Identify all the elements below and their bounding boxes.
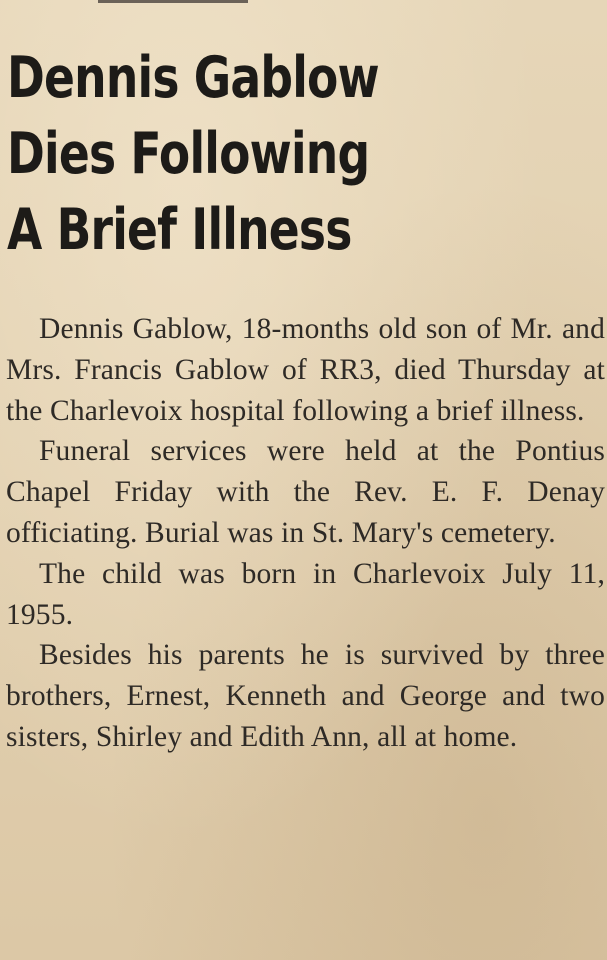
article-paragraph-2: Funeral services were held at the Pontius Chapel Friday with the Rev. E. F. Denay officiating. Burial was in St. Mary's cemetery. — [6, 435, 605, 549]
article-paragraph-4: Besides his parents he is survived by three brothers, Ernest, Kenneth and George and two sisters, Shirley and Edith Ann, all at home. — [6, 639, 605, 753]
article-paragraph-1: Dennis Gablow, 18-months old son of Mr. and Mrs. Francis Gablow of RR3, died Thursday at the Charlevoix hospital following a brief illness. — [6, 313, 605, 427]
top-rule-divider — [98, 0, 248, 3]
article-paragraph-3: The child was born in Charlevoix July 11, 1955. — [6, 557, 605, 631]
article-body — [6, 309, 605, 758]
headline — [7, 40, 479, 268]
headline-line-2: Dies Following — [7, 121, 370, 187]
headline-line-1: Dennis Gablow — [7, 45, 379, 111]
headline-line-3: A Brief Illness — [7, 197, 352, 263]
